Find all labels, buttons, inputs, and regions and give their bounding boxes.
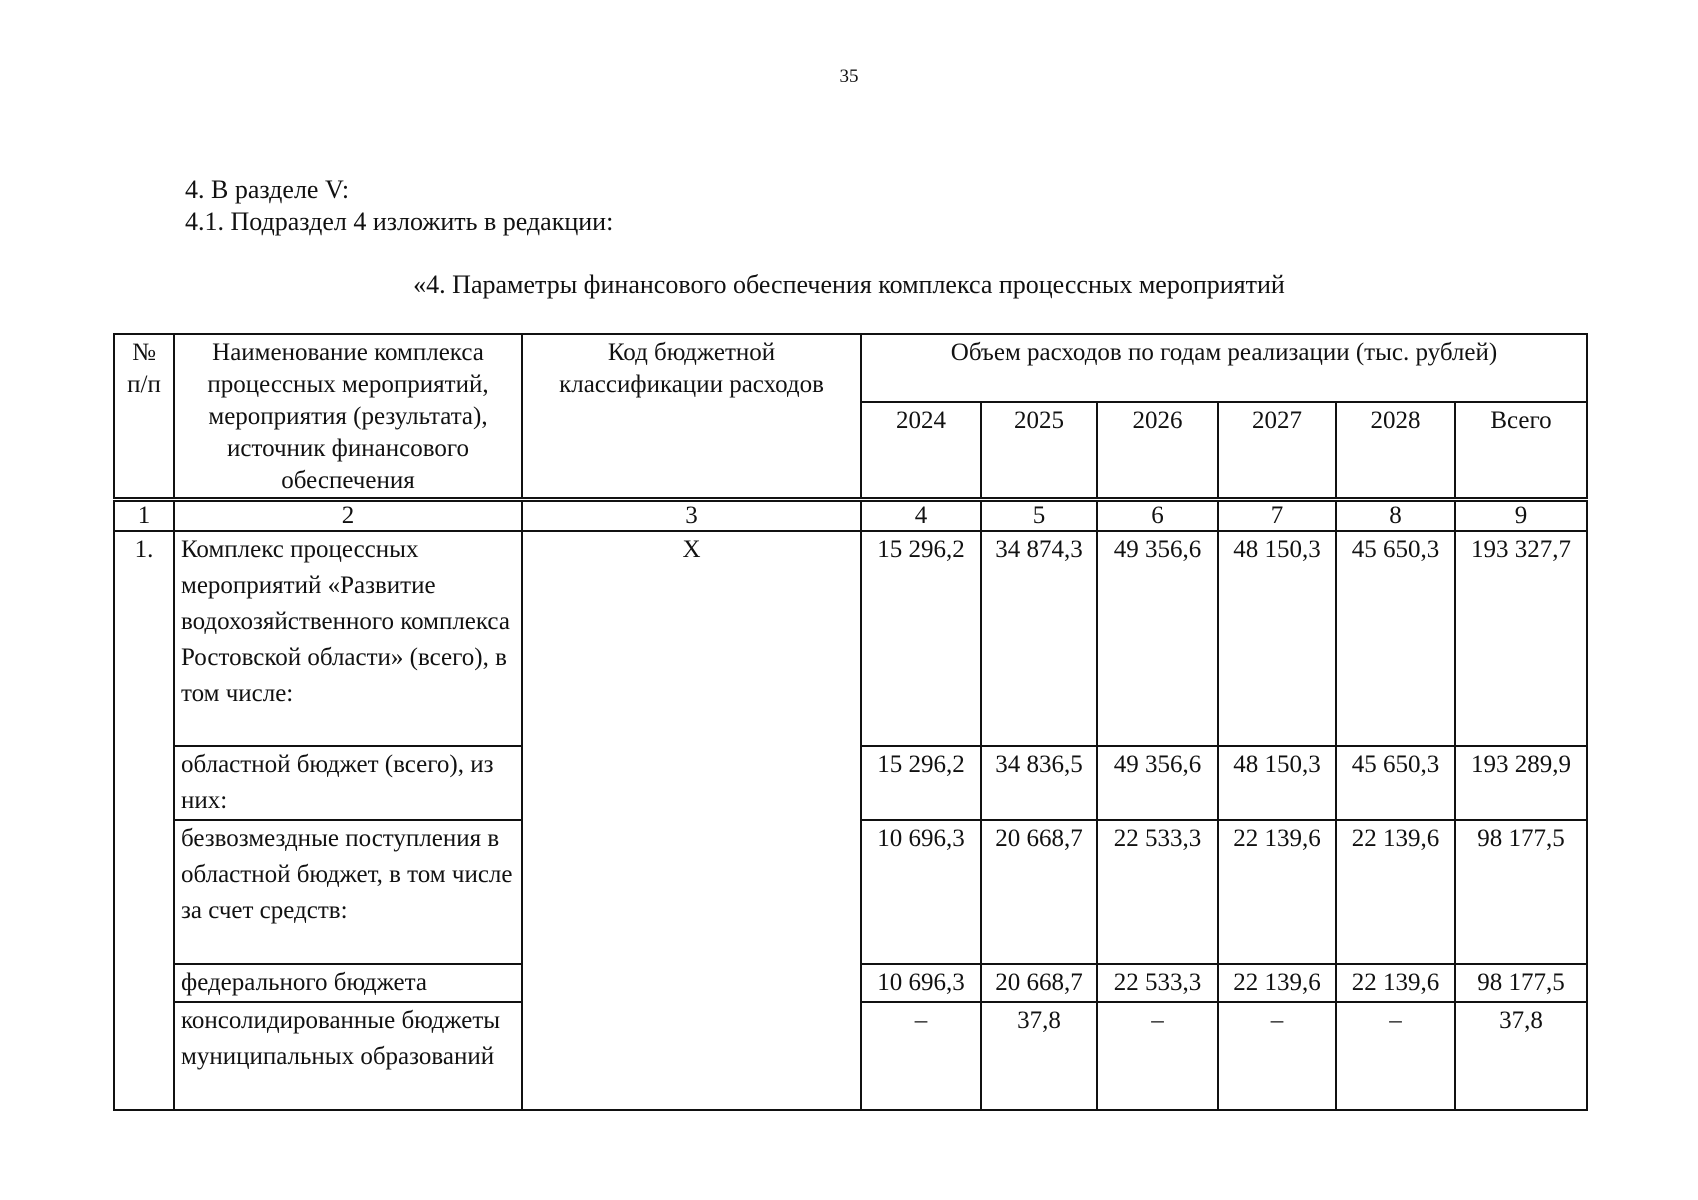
column-number: 8 xyxy=(1336,500,1455,532)
section-line: 4. В разделе V: xyxy=(185,175,350,204)
value-total: 98 177,5 xyxy=(1455,820,1587,964)
value-2026: 22 533,3 xyxy=(1097,820,1218,964)
financing-table xyxy=(113,333,1588,1111)
value-2024: 10 696,3 xyxy=(861,820,981,964)
value-total: 193 327,7 xyxy=(1455,531,1587,746)
value-total: 98 177,5 xyxy=(1455,964,1587,1002)
value-2027: 48 150,3 xyxy=(1218,746,1336,820)
value-2028: – xyxy=(1336,1002,1455,1110)
header-year-2026: 2026 xyxy=(1097,402,1218,500)
value-2024: 15 296,2 xyxy=(861,746,981,820)
table-heading: «4. Параметры финансового обеспечения комплекса процессных мероприятий xyxy=(413,270,1285,299)
table-row xyxy=(114,531,1587,746)
column-number: 7 xyxy=(1218,500,1336,532)
value-2026: 49 356,6 xyxy=(1097,746,1218,820)
header-year-2024: 2024 xyxy=(861,402,981,500)
row-name: безвозмездные поступления в областной бюджет, в том числе за счет средств: xyxy=(174,820,522,964)
column-number: 4 xyxy=(861,500,981,532)
value-total: 37,8 xyxy=(1455,1002,1587,1110)
value-2026: – xyxy=(1097,1002,1218,1110)
header-total: Всего xyxy=(1455,402,1587,500)
value-2027: 22 139,6 xyxy=(1218,820,1336,964)
header-code: Код бюджетной классификации расходов xyxy=(522,334,861,500)
header-volume: Объем расходов по годам реализации (тыс. рублей) xyxy=(861,334,1587,402)
row-name: Комплекс процессных мероприятий «Развитие водохозяйственного комплекса Ростовской области» (всего), в том числе: xyxy=(174,531,522,746)
value-2024: 15 296,2 xyxy=(861,531,981,746)
value-2025: 37,8 xyxy=(981,1002,1097,1110)
row-name: областной бюджет (всего), из них: xyxy=(174,746,522,820)
column-number: 6 xyxy=(1097,500,1218,532)
value-2027: 48 150,3 xyxy=(1218,531,1336,746)
value-2025: 20 668,7 xyxy=(981,820,1097,964)
column-number: 3 xyxy=(522,500,861,532)
value-2026: 49 356,6 xyxy=(1097,531,1218,746)
value-2028: 22 139,6 xyxy=(1336,820,1455,964)
column-number: 9 xyxy=(1455,500,1587,532)
value-2026: 22 533,3 xyxy=(1097,964,1218,1002)
row-index: 1. xyxy=(114,531,174,1110)
page-number: 35 xyxy=(839,66,859,87)
row-name: консолидированные бюджеты муниципальных образований xyxy=(174,1002,522,1110)
value-2025: 34 874,3 xyxy=(981,531,1097,746)
value-2028: 22 139,6 xyxy=(1336,964,1455,1002)
value-2025: 20 668,7 xyxy=(981,964,1097,1002)
row-name: федерального бюджета xyxy=(174,964,522,1002)
column-number: 5 xyxy=(981,500,1097,532)
header-name: Наименование комплекса процессных мероприятий, мероприятия (результата), источник финансового обеспечения xyxy=(174,334,522,500)
header-year-2027: 2027 xyxy=(1218,402,1336,500)
value-total: 193 289,9 xyxy=(1455,746,1587,820)
value-2024: 10 696,3 xyxy=(861,964,981,1002)
value-2027: – xyxy=(1218,1002,1336,1110)
subsection-line: 4.1. Подраздел 4 изложить в редакции: xyxy=(185,207,614,236)
header-year-2025: 2025 xyxy=(981,402,1097,500)
column-numbers-row xyxy=(114,500,1587,532)
value-2028: 45 650,3 xyxy=(1336,746,1455,820)
value-2028: 45 650,3 xyxy=(1336,531,1455,746)
column-number: 2 xyxy=(174,500,522,532)
header-num: № п/п xyxy=(114,334,174,500)
budget-code: Х xyxy=(522,531,861,1110)
value-2025: 34 836,5 xyxy=(981,746,1097,820)
value-2024: – xyxy=(861,1002,981,1110)
header-year-2028: 2028 xyxy=(1336,402,1455,500)
column-number: 1 xyxy=(114,500,174,532)
value-2027: 22 139,6 xyxy=(1218,964,1336,1002)
